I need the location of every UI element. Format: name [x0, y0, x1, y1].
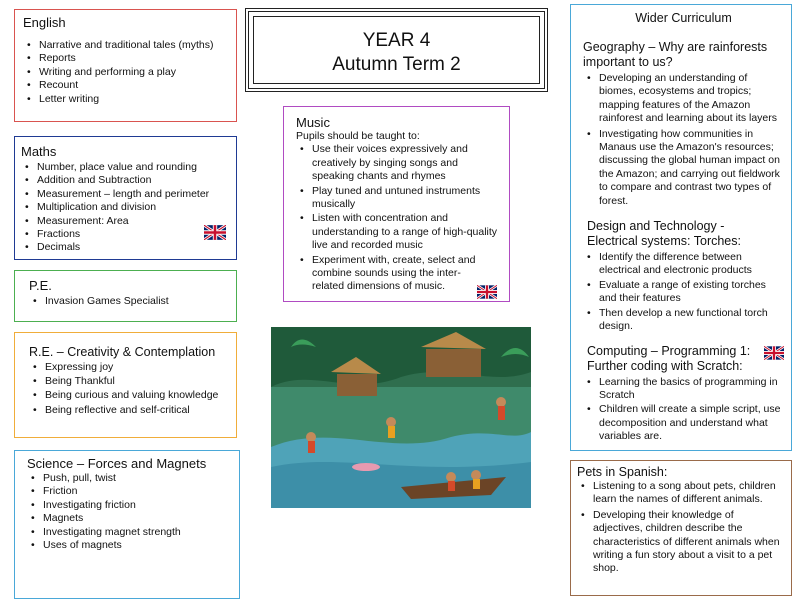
dt-heading: Design and Technology - Electrical systems: Torches: — [587, 219, 741, 249]
wider-heading: Wider Curriculum — [635, 11, 732, 25]
list-item: • Uses of magnets — [27, 539, 231, 552]
list-item: • Number, place value and rounding — [21, 161, 230, 174]
list-item: • Investigating friction — [27, 499, 231, 512]
music-box — [283, 106, 510, 302]
list-item: • Use their voices expressively and creatively by singing songs and speaking chants and rhymes — [296, 143, 501, 183]
title-box — [245, 8, 548, 92]
spanish-heading: Pets in Spanish: — [577, 465, 668, 479]
pe-box — [14, 270, 237, 322]
list-item: • Listen with concentration and understanding to a range of high-quality live and recorded music — [296, 212, 501, 252]
list-item: • Identify the difference between electrical and electronic products — [583, 251, 784, 278]
amazon-village-image — [271, 327, 531, 508]
list-item: • Developing their knowledge of adjectives, children describe the characteristics of different animals when writing a fun story about a visit to a pet shop. — [577, 509, 783, 576]
re-box — [14, 332, 237, 438]
list-item: • Learning the basics of programming in Scratch — [583, 376, 784, 403]
list-item: • Magnets — [27, 512, 231, 525]
computing-list — [583, 376, 784, 444]
list-item: • Friction — [27, 485, 231, 498]
list-item: • Expressing joy — [29, 361, 228, 374]
re-heading: R.E. – Creativity & Contemplation — [29, 345, 216, 359]
music-list — [296, 143, 501, 293]
list-item: • Being Thankful — [29, 375, 228, 388]
uk-flag-icon — [477, 285, 497, 299]
rainforest-illustration — [271, 327, 531, 508]
english-box — [14, 9, 237, 122]
list-item: • Fractions — [21, 228, 230, 241]
maths-list — [21, 161, 230, 255]
computing-heading: Computing – Programming 1: Further coding with Scratch: — [587, 343, 751, 373]
list-item: • Narrative and traditional tales (myths) — [23, 39, 228, 52]
pe-list — [29, 295, 222, 308]
list-item: • Measurement: Area — [21, 215, 230, 228]
maths-box — [14, 136, 237, 260]
list-item: • Children will create a simple script, use decomposition and understand what variables are. — [583, 403, 784, 443]
list-item: • Being reflective and self-critical — [29, 404, 228, 417]
list-item: • Being curious and valuing knowledge — [29, 389, 228, 402]
list-item: • Investigating magnet strength — [27, 526, 231, 539]
music-heading: Music — [296, 115, 330, 130]
page-title: YEAR 4 — [362, 30, 431, 51]
maths-heading: Maths — [21, 144, 57, 159]
science-heading: Science – Forces and Magnets — [27, 456, 207, 471]
list-item: • Reports — [23, 52, 228, 65]
list-item: • Play tuned and untuned instruments musically — [296, 185, 501, 212]
list-item: • Experiment with, create, select and combine sounds using the inter-related dimensions of music. — [296, 254, 501, 294]
list-item: • Investigating how communities in Manaus use the Amazon's resources; discussing the global human impact on the Amazon; and carrying out fieldwork to compare and contrast two types of forest. — [583, 128, 784, 208]
english-heading: English — [23, 15, 66, 30]
list-item: • Recount — [23, 79, 228, 92]
list-item: • Invasion Games Specialist — [29, 295, 222, 308]
science-list — [27, 472, 231, 552]
list-item: • Addition and Subtraction — [21, 174, 230, 187]
list-item: • Letter writing — [23, 93, 228, 106]
page-subtitle: Autumn Term 2 — [332, 54, 461, 75]
pe-heading: P.E. — [29, 278, 52, 293]
list-item: • Writing and performing a play — [23, 66, 228, 79]
list-item: • Developing an understanding of biomes, ecosystems and tropics; mapping features of the Amazon rainforest and learning about its layers — [583, 72, 784, 126]
uk-flag-icon — [764, 346, 784, 360]
list-item: • Multiplication and division — [21, 201, 230, 214]
english-list — [23, 39, 228, 106]
re-list — [29, 361, 228, 417]
wider-curriculum-box — [570, 4, 792, 451]
geography-heading: Geography – Why are rainforests important to us? — [583, 40, 768, 69]
list-item: • Then develop a new functional torch design. — [583, 307, 784, 334]
list-item: • Evaluate a range of existing torches and their features — [583, 279, 784, 306]
spanish-box — [570, 460, 792, 596]
science-box — [14, 450, 240, 599]
geography-list — [583, 72, 784, 208]
list-item: • Measurement – length and perimeter — [21, 188, 230, 201]
uk-flag-icon — [204, 225, 226, 240]
spanish-list — [577, 480, 783, 576]
dt-list — [583, 251, 784, 333]
music-intro: Pupils should be taught to: — [296, 130, 420, 142]
list-item: • Push, pull, twist — [27, 472, 231, 485]
list-item: • Decimals — [21, 241, 230, 254]
list-item: • Listening to a song about pets, children learn the names of different animals. — [577, 480, 783, 507]
